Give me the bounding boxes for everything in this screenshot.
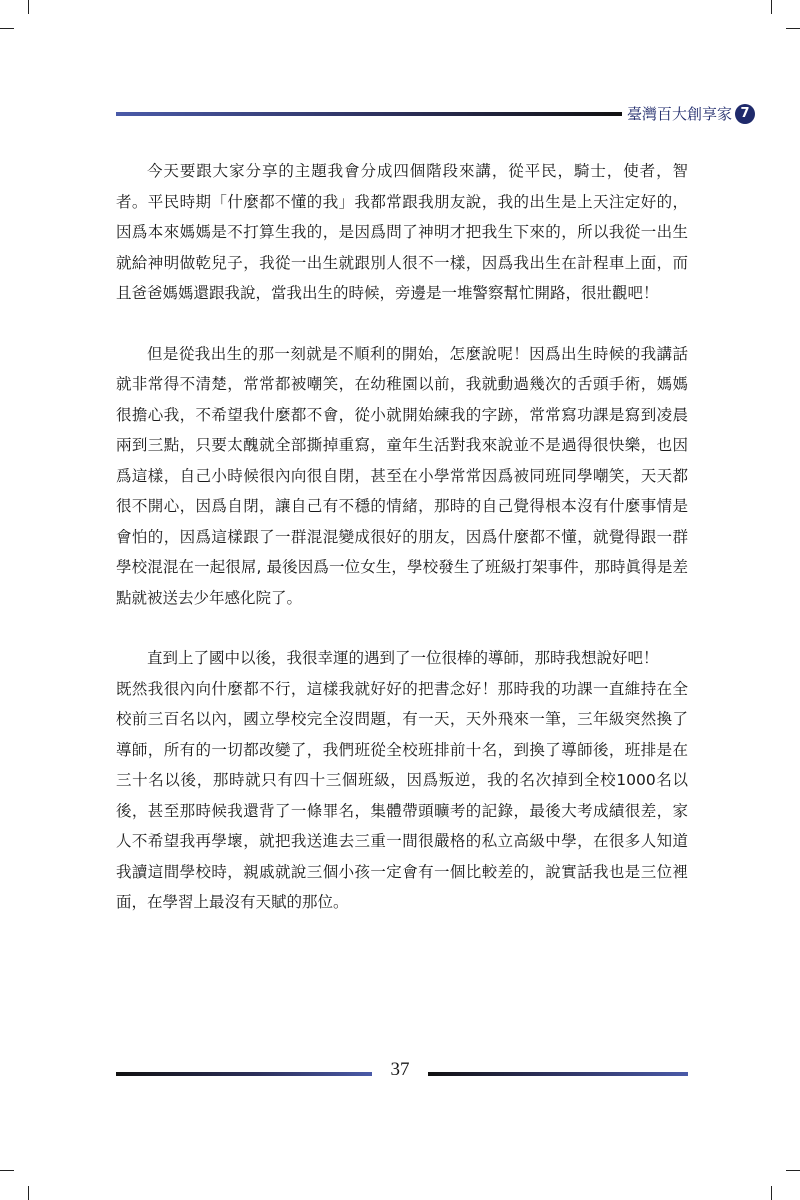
- paragraph-line: 直到上了國中以後，我很幸運的遇到了一位很棒的導師，那時我想說好吧！: [147, 649, 659, 667]
- crop-mark: [771, 1186, 772, 1200]
- crop-mark: [0, 1170, 14, 1171]
- page-number: 37: [390, 1059, 410, 1080]
- running-header-title: 臺灣百大創享家: [626, 105, 732, 123]
- crop-mark: [786, 28, 800, 29]
- footer-rule-left: [116, 1072, 372, 1076]
- body-text: [116, 156, 688, 918]
- paragraph: [116, 643, 688, 918]
- footer-rule-right: [428, 1072, 688, 1076]
- crop-mark: [786, 1170, 800, 1171]
- crop-mark: [28, 0, 29, 14]
- crop-mark: [0, 28, 14, 29]
- paragraph-line: 既然我很內向什麼都不行，這樣我就好好的把書念好！那時我的功課一直維持在全校前三百名以內，國立學校完全沒問題，有一天，天外飛來一筆，三年級突然換了導師，所有的一切都改變了，我們班從全校班排前十名，到換了導師後，班排是在三十名以後，那時就只有四十三個班級，因爲叛逆，我的名次掉到全校1000名以後，甚至那時候我還背了一條罪名，集體帶頭曠考的記錄，最後大考成績很差，家人不希望我再學壞，就把我送進去三重一間很嚴格的私立高級中學，在很多人知道我讀這間學校時，親戚就說三個小孩一定會有一個比較差的，說實話我也是三位裡面，在學習上最沒有天賦的那位。: [116, 679, 688, 911]
- crop-mark: [28, 1186, 29, 1200]
- chapter-number-badge: 7: [735, 104, 755, 124]
- paragraph: 今天要跟大家分享的主題我會分成四個階段來講，從平民，騎士，使者，智者。平民時期「什麼都不懂的我」我都常跟我朋友說，我的出生是上天注定好的，因爲本來媽媽是不打算生我的，是因爲問了神明才把我生下來的，所以我從一出生就給神明做乾兒子，我從一出生就跟別人很不一樣，因爲我出生在計程車上面，而且爸爸媽媽還跟我說，當我出生的時候，旁邊是一堆警察幫忙開路，很壯觀吧！: [116, 162, 688, 302]
- header-rule: [116, 112, 622, 116]
- paragraph: 但是從我出生的那一刻就是不順利的開始，怎麼說呢！因爲出生時候的我講話就非常得不清楚，常常都被嘲笑，在幼稚園以前，我就動過幾次的舌頭手術，媽媽很擔心我，不希望我什麼都不會，從小就開始練我的字跡，常常寫功課是寫到凌晨兩到三點，只要太醜就全部撕掉重寫，童年生活對我來說並不是過得很快樂，也因爲這樣，自己小時候很內向很自閉，甚至在小學常常因爲被同班同學嘲笑，天天都很不開心，因爲自閉，讓自己有不穩的情緒，那時的自己覺得根本沒有什麼事情是會怕的，因爲這樣跟了一群混混變成很好的朋友，因爲什麼都不懂，就覺得跟一群學校混混在一起很屌, 最後因爲一位女生，學校發生了班級打架事件，那時眞得是差點就被送去少年感化院了。: [116, 344, 688, 607]
- crop-mark: [771, 0, 772, 14]
